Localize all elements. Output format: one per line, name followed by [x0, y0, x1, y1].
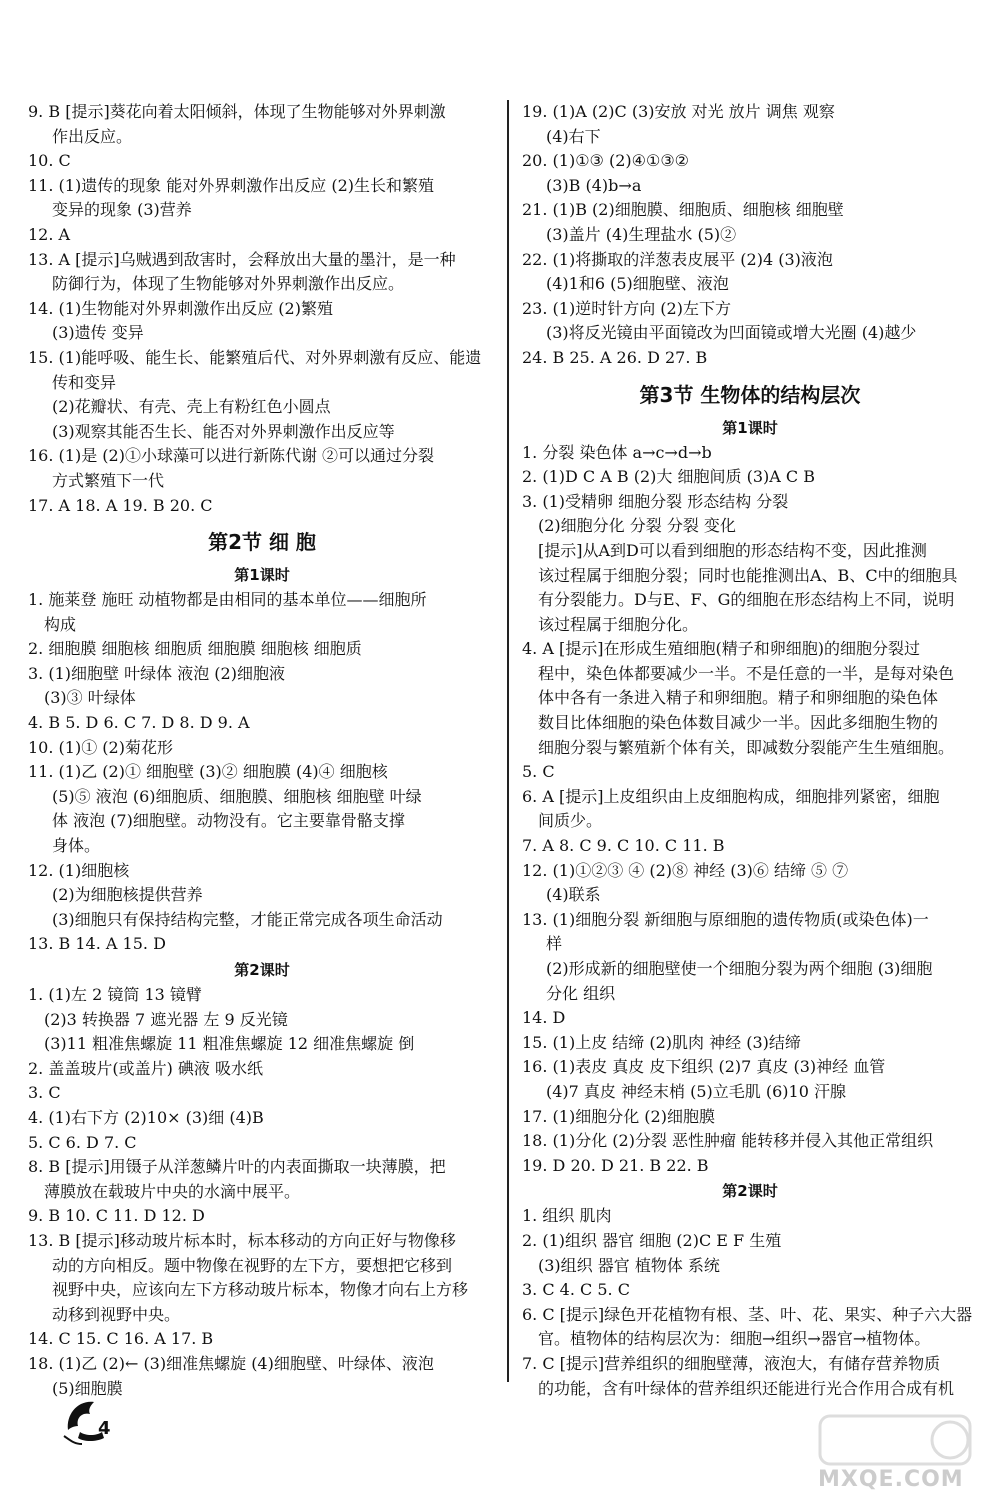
answer-line: 视野中央，应该向左下方移动玻片标本，物像才向右上方移 [52, 1280, 469, 1300]
answer-line: 4. (1)右下方 (2)10× (3)细 (4)B [28, 1107, 264, 1127]
answer-line: 薄膜放在载玻片中央的水滴中展平。 [44, 1181, 301, 1201]
answer-line: 3. (1)受精卵 细胞分裂 形态结构 分裂 [522, 491, 789, 511]
section-heading: 第3节 生物体的结构层次 [639, 382, 861, 407]
answer-line: 3. (1)细胞壁 叶绿体 液泡 (2)细胞液 [28, 663, 285, 683]
answer-line: 体 液泡 (7)细胞壁。动物没有。它主要靠骨骼支撑 [52, 811, 405, 831]
answer-line: 14. (1)生物能对外界刺激作出反应 (2)繁殖 [28, 298, 333, 318]
answer-line: 1. 施莱登 施旺 动植物都是由相同的基本单位——细胞所 [28, 590, 427, 610]
answer-line: 方式繁殖下一代 [52, 470, 165, 490]
answer-line: (2)花瓣状、有壳、壳上有粉红色小圆点 [52, 397, 331, 417]
answer-line: 分化 组织 [546, 983, 616, 1003]
answer-line: 13. (1)细胞分裂 新细胞与原细胞的遗传物质(或染色体)一 [522, 909, 929, 929]
answer-line: 6. A [提示]上皮组织由上皮细胞构成，细胞排列紧密，细胞 [522, 786, 940, 806]
answer-line: (3)③ 叶绿体 [44, 688, 136, 708]
answer-line: (3)11 粗准焦螺旋 11 粗准焦螺旋 12 细准焦螺旋 倒 [44, 1034, 415, 1054]
answer-line: 1. 分裂 染色体 a→c→d→b [522, 442, 712, 462]
answer-line: 14. C 15. C 16. A 17. B [28, 1329, 214, 1349]
answer-line: 变异的现象 (3)营养 [52, 200, 192, 220]
answer-line: (3)细胞只有保持结构完整，才能正常完成各项生命活动 [52, 909, 443, 929]
answer-line: 该过程属于细胞分化。 [538, 614, 699, 634]
answer-line: (4)右下 [546, 126, 601, 146]
answer-line: 身体。 [52, 836, 101, 856]
answer-line: 该过程属于细胞分裂；同时也能推测出A、B、C中的细胞具 [538, 565, 958, 585]
lesson-heading: 第2课时 [722, 1182, 778, 1201]
answer-line: (5)细胞膜 [52, 1378, 123, 1398]
answer-line: 5. C [522, 762, 555, 782]
answer-line: 动的方向相反。题中物像在视野的左下方，要想把它移到 [52, 1255, 453, 1275]
answer-line: 5. C 6. D 7. C [28, 1132, 137, 1152]
answer-line: 16. (1)是 (2)①小球藻可以进行新陈代谢 ②可以通过分裂 [28, 446, 435, 466]
section-heading: 第2节 细 胞 [208, 530, 316, 555]
answer-line: 10. C [28, 151, 71, 171]
answer-line: (4)联系 [546, 885, 601, 905]
answer-line: (3)将反光镜由平面镜改为凹面镜或增大光圈 (4)越少 [546, 323, 917, 343]
answer-line: 防御行为，体现了生物能够对外界刺激作出反应。 [52, 274, 405, 294]
answer-line: 20. (1)①③ (2)④①③② [522, 151, 690, 171]
answer-line: 2. 细胞膜 细胞核 细胞质 细胞膜 细胞核 细胞质 [28, 639, 362, 659]
answer-line: 13. B [提示]移动玻片标本时，标本移动的方向正好与物像移 [28, 1230, 456, 1250]
answer-line: 9. B [提示]葵花向着太阳倾斜，体现了生物能够对外界刺激 [28, 102, 446, 121]
answer-line: (3)B (4)b→a [546, 175, 642, 195]
answer-line: 的功能，含有叶绿体的营养组织还能进行光合作用合成有机 [538, 1378, 955, 1398]
answer-line: 11. (1)乙 (2)① 细胞壁 (3)② 细胞膜 (4)④ 细胞核 [28, 762, 388, 782]
answer-line: 14. D [522, 1008, 566, 1028]
answer-line: 数目比体细胞的染色体数目减少一半。因此多细胞生物的 [538, 713, 939, 733]
answer-line: 作出反应。 [52, 126, 133, 146]
answer-line: (5)⑤ 液泡 (6)细胞质、细胞膜、细胞核 细胞壁 叶绿 [52, 786, 422, 806]
answer-line: 17. (1)细胞分化 (2)细胞膜 [522, 1106, 715, 1126]
answer-line: (2)形成新的细胞壁使一个细胞分裂为两个细胞 (3)细胞 [546, 959, 933, 978]
answer-line: 10. (1)① (2)菊花形 [28, 737, 173, 757]
answer-line: 15. (1)上皮 结缔 (2)肌肉 神经 (3)结缔 [522, 1032, 801, 1052]
lesson-heading: 第2课时 [234, 961, 290, 979]
answer-line: 体中各有一条进入精子和卵细胞。精子和卵细胞的染色体 [538, 688, 939, 708]
answer-line: 2. (1)D C A B (2)大 细胞间质 (3)A C B [522, 467, 815, 487]
answer-line: 11. (1)遗传的现象 能对外界刺激作出反应 (2)生长和繁殖 [28, 175, 435, 195]
answer-line: (4)1和6 (5)细胞壁、液泡 [546, 274, 729, 294]
answer-line: 12. (1)细胞核 [28, 860, 130, 880]
answer-line: 构成 [44, 614, 77, 634]
answer-line: (2)细胞分化 分裂 分裂 变化 [538, 516, 736, 536]
answer-line: 12. A [28, 224, 71, 244]
answer-line: [提示]从A到D可以看到细胞的形态结构不变，因此推测 [538, 540, 927, 560]
answer-line: 有分裂能力。D与E、F、G的细胞在形态结构上不同，说明 [538, 590, 955, 610]
answer-line: 16. (1)表皮 真皮 皮下组织 (2)7 真皮 (3)神经 血管 [522, 1057, 886, 1077]
answer-line: (2)3 转换器 7 遮光器 左 9 反光镜 [44, 1009, 288, 1029]
answer-line: 4. A [提示]在形成生殖细胞(精子和卵细胞)的细胞分裂过 [522, 639, 920, 659]
answer-line: 12. (1)①②③ ④ (2)⑧ 神经 (3)⑥ 结缔 ⑤ ⑦ [522, 860, 849, 880]
left-column [28, 100, 496, 1401]
lesson-heading: 第1课时 [234, 566, 290, 585]
answer-line: (3)盖片 (4)生理盐水 (5)② [546, 224, 737, 244]
answer-line: (3)观察其能否生长、能否对外界刺激作出反应等 [52, 421, 395, 441]
answer-line: 22. (1)将撕取的洋葱表皮展平 (2)4 (3)液泡 [522, 249, 833, 269]
answer-line: 13. B 14. A 15. D [28, 934, 166, 954]
answer-line: (2)为细胞核提供营养 [52, 885, 203, 905]
answer-line: 19. (1)A (2)C (3)安放 对光 放片 调焦 观察 [522, 102, 835, 121]
answer-line: 7. A 8. C 9. C 10. C 11. B [522, 836, 725, 856]
answer-line: 细胞分裂与繁殖新个体有关，即减数分裂能产生生殖细胞。 [538, 737, 955, 757]
answer-line: 3. C 4. C 5. C [522, 1280, 630, 1300]
answer-line: 13. A [提示]乌贼遇到敌害时，会释放出大量的墨汁，是一种 [28, 249, 456, 269]
answer-line: 17. A 18. A 19. B 20. C [28, 495, 213, 515]
right-column [522, 100, 978, 1401]
answer-line: 15. (1)能呼吸、能生长、能繁殖后代、对外界刺激有反应、能遗 [28, 347, 482, 367]
watermark-text: MXQE.COM [818, 1467, 964, 1492]
answer-line: 程中，染色体都要减少一半。不是任意的一半，是每对染色 [538, 663, 955, 683]
answer-line: 7. C [提示]营养组织的细胞壁薄，液泡大，有储存营养物质 [522, 1353, 941, 1373]
answer-line: 8. B [提示]用镊子从洋葱鳞片叶的内表面撕取一块薄膜，把 [28, 1157, 446, 1177]
answer-line: 传和变异 [52, 372, 117, 392]
answer-line: 18. (1)分化 (2)分裂 恶性肿瘤 能转移并侵入其他正常组织 [522, 1131, 934, 1151]
answer-line: 官。植物体的结构层次为：细胞→组织→器官→植物体。 [538, 1329, 931, 1349]
answer-line: 2. 盖盖玻片(或盖片) 碘液 吸水纸 [28, 1058, 264, 1078]
answer-line: 9. B 10. C 11. D 12. D [28, 1206, 205, 1226]
answer-line: 动移到视野中央。 [52, 1304, 181, 1324]
answer-line: (4)7 真皮 神经末梢 (5)立毛肌 (6)10 汗腺 [546, 1081, 846, 1101]
answer-line: 24. B 25. A 26. D 27. B [522, 347, 708, 367]
answer-line: 6. C [提示]绿色开花植物有根、茎、叶、花、果实、种子六大器 [522, 1304, 973, 1324]
column-divider [507, 100, 509, 1382]
answer-line: 19. D 20. D 21. B 22. B [522, 1155, 709, 1175]
answer-line: 间质少。 [538, 811, 603, 831]
answer-line: 样 [546, 934, 563, 954]
answer-line: 2. (1)组织 器官 细胞 (2)C E F 生殖 [522, 1230, 782, 1250]
answer-line: 18. (1)乙 (2)← (3)细准焦螺旋 (4)细胞壁、叶绿体、液泡 [28, 1353, 434, 1373]
answer-line: 1. (1)左 2 镜筒 13 镜臂 [28, 985, 202, 1004]
answer-line: (3)遗传 变异 [52, 323, 144, 343]
dolphin-logo-icon [60, 1392, 120, 1448]
answer-line: 1. 组织 肌肉 [522, 1206, 612, 1226]
lesson-heading: 第1课时 [722, 418, 778, 437]
answer-line: 4. B 5. D 6. C 7. D 8. D 9. A [28, 713, 250, 733]
answer-line: (3)组织 器官 植物体 系统 [538, 1255, 720, 1275]
answer-line: 23. (1)逆时针方向 (2)左下方 [522, 298, 731, 318]
answer-line: 3. C [28, 1083, 61, 1103]
page-number: 4 [98, 1418, 111, 1439]
answer-line: 21. (1)B (2)细胞膜、细胞质、细胞核 细胞壁 [522, 200, 844, 220]
